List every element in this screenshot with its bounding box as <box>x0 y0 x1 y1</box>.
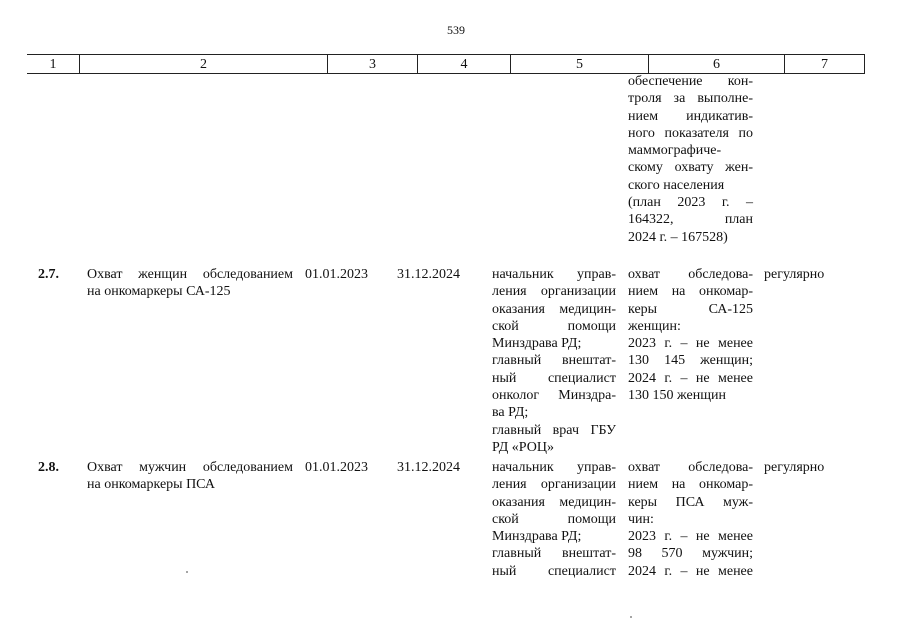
periodicity: регулярно <box>764 460 825 475</box>
continuation-line: обеспечение кон- <box>628 74 753 89</box>
responsible-cell <box>492 266 616 456</box>
continuation-line: (план 2023 г. – <box>628 195 753 211</box>
row-number: 2.8. <box>38 460 59 475</box>
continuation-result-cell <box>628 73 753 246</box>
responsible-line: оказания медицин- <box>492 301 616 317</box>
continuation-line: нием индикатив- <box>628 108 753 124</box>
result-line: керы СА-125 <box>628 301 753 317</box>
result-line: 2023 г. – не менее <box>628 529 753 545</box>
continuation-line: маммографиче- <box>628 143 722 159</box>
responsible-line: ской помощи <box>492 511 616 527</box>
start-date: 01.01.2023 <box>305 267 368 282</box>
row-name-line: Охват женщин обследованием <box>87 267 293 282</box>
responsible-line: главный врач ГБУ <box>492 422 616 438</box>
continuation-line: скому охвату жен- <box>628 160 753 176</box>
responsible-line: онколог Минздра- <box>492 388 616 404</box>
row-name-cell <box>87 266 293 301</box>
result-line: 2024 г. – не менее <box>628 370 753 386</box>
responsible-line: Минздрава РД; <box>492 529 582 545</box>
row-name-line: на онкомаркеры СА-125 <box>87 284 231 300</box>
result-line: 2023 г. – не менее <box>628 336 753 352</box>
end-date: 31.12.2024 <box>397 267 460 282</box>
header-col-3: 3 <box>327 55 417 73</box>
row-name-cell <box>87 459 293 494</box>
result-line: охват обследова- <box>628 267 753 282</box>
responsible-line: ва РД; <box>492 405 529 421</box>
responsible-line: Минздрава РД; <box>492 336 582 352</box>
result-cell <box>628 459 753 580</box>
table-header-row <box>27 54 865 74</box>
scan-speck <box>186 571 188 573</box>
header-col-7: 7 <box>784 55 865 73</box>
result-line: керы ПСА муж- <box>628 494 753 510</box>
header-col-1: 1 <box>49 57 57 72</box>
responsible-line: ской помощи <box>492 318 616 334</box>
responsible-line: ный специалист <box>492 370 616 386</box>
responsible-line: РД «РОЦ» <box>492 439 554 455</box>
responsible-line: главный внештат- <box>492 353 616 369</box>
responsible-line: ления организации <box>492 284 616 300</box>
result-line: 98 570 мужчин; <box>628 546 753 562</box>
result-line: чин: <box>628 511 654 527</box>
continuation-line: ского населения <box>628 177 725 193</box>
responsible-cell <box>492 459 616 580</box>
responsible-line: главный внештат- <box>492 546 616 562</box>
responsible-line: начальник управ- <box>492 267 616 282</box>
header-col-2: 2 <box>79 55 327 73</box>
result-line: охват обследова- <box>628 460 753 475</box>
result-line: 130 145 женщин; <box>628 353 753 369</box>
start-date: 01.01.2023 <box>305 460 368 475</box>
continuation-line: 164322, план <box>628 212 753 228</box>
periodicity: регулярно <box>764 267 825 282</box>
result-line: 2024 г. – не менее <box>628 563 753 579</box>
responsible-line: ления организации <box>492 477 616 493</box>
result-cell <box>628 266 753 404</box>
end-date: 31.12.2024 <box>397 460 460 475</box>
header-col-5: 5 <box>510 55 648 73</box>
row-number: 2.7. <box>38 267 59 282</box>
result-line: 130 150 женщин <box>628 388 726 404</box>
responsible-line: оказания медицин- <box>492 494 616 510</box>
result-line: женщин: <box>628 318 681 334</box>
continuation-line: ного показателя по <box>628 125 753 141</box>
continuation-line: троля за выполне- <box>628 91 753 107</box>
page-number: 539 <box>447 23 465 37</box>
responsible-line: ный специалист <box>492 563 616 579</box>
result-line: нием на онкомар- <box>628 284 753 300</box>
scan-speck <box>630 616 632 618</box>
responsible-line: начальник управ- <box>492 460 616 475</box>
row-name-line: Охват мужчин обследованием <box>87 460 293 475</box>
result-line: нием на онкомар- <box>628 477 753 493</box>
header-col-4: 4 <box>417 55 510 73</box>
header-col-6: 6 <box>648 55 784 73</box>
continuation-line: 2024 г. – 167528) <box>628 229 728 245</box>
row-name-line: на онкомаркеры ПСА <box>87 477 215 493</box>
